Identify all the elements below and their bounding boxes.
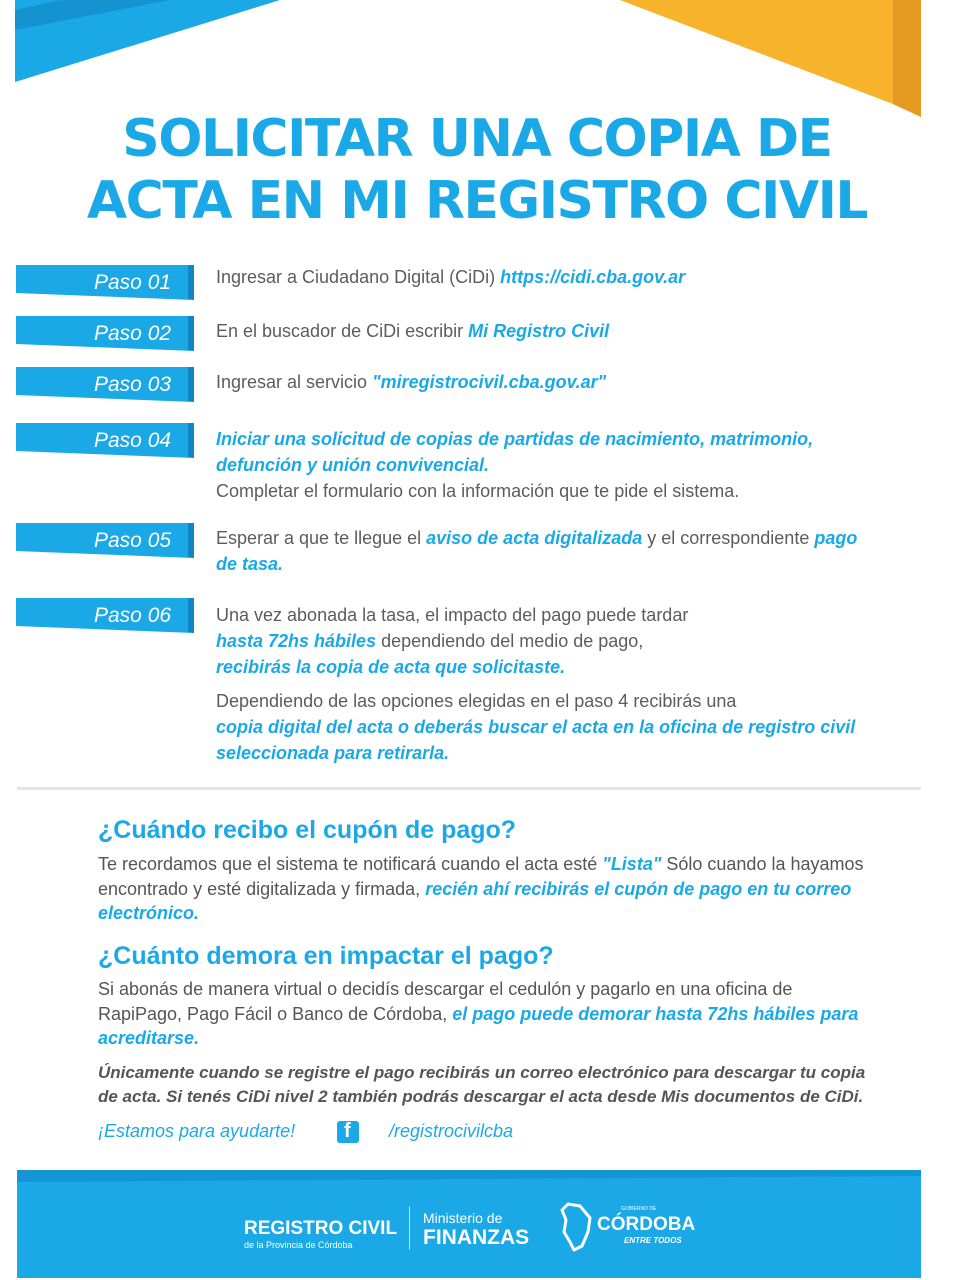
body-text: y el correspondiente	[642, 528, 815, 548]
faq-answer-payment	[98, 977, 878, 1051]
body-text: En el buscador de CiDi escribir	[216, 321, 469, 341]
faq-question-coupon: ¿Cuándo recibo el cupón de pago?	[98, 816, 517, 844]
faq-answer-coupon	[98, 852, 878, 926]
body-text: Te recordamos que el sistema te notificará cuando el acta esté	[98, 854, 603, 874]
body-text: Ingresar al servicio	[216, 372, 373, 392]
step-description	[216, 602, 876, 766]
faq-question-payment: ¿Cuánto demora en impactar el pago?	[98, 942, 554, 970]
step-label: Paso 01	[94, 271, 172, 294]
step-label: Paso 03	[94, 373, 172, 396]
title-line-2: ACTA EN MI REGISTRO CIVIL	[86, 171, 868, 231]
step-badge	[16, 265, 194, 300]
facebook-handle-link[interactable]: /registrocivilcba	[389, 1121, 514, 1141]
title-line-1: SOLICITAR UNA COPIA DE	[122, 109, 832, 169]
footer-finanzas-label: FINANZAS	[423, 1226, 530, 1249]
cordoba-map-icon	[560, 1202, 594, 1252]
payment-note: Únicamente cuando se registre el pago recibirás un correo electrónico para descargar tu copia de acta. Si tenés CiDi nivel 2 también podrás descargar el acta desde Mis documentos de CiDi.	[98, 1063, 866, 1106]
highlight-text: aviso de acta digitalizada	[426, 528, 643, 548]
section-divider	[17, 787, 921, 790]
footer-ministerio-label: Ministerio de	[423, 1210, 503, 1226]
step-description	[216, 369, 876, 395]
highlight-text: copia digital del acta o deberás buscar el acta en la oficina de registro civil seleccionada para retirarla.	[216, 717, 856, 763]
step-description	[216, 426, 876, 504]
step-label: Paso 06	[94, 604, 172, 627]
step-label: Paso 04	[94, 429, 172, 452]
highlight-text: pago de tasa.	[216, 528, 858, 574]
step-label: Paso 02	[94, 322, 172, 345]
highlight-text: Mi Registro Civil	[468, 321, 610, 341]
highlight-text: "Lista"	[602, 854, 662, 874]
step-badge	[16, 423, 194, 458]
footer-entre-todos: ENTRE TODOS	[624, 1236, 682, 1245]
footer-separator	[409, 1206, 410, 1250]
page-title	[0, 108, 954, 232]
body-text: Esperar a que te llegue el	[216, 528, 427, 548]
step-description	[216, 318, 876, 344]
footer-registro-title: REGISTRO CIVIL	[244, 1218, 398, 1239]
body-text: Una vez abonada la tasa, el impacto del pago puede tardar	[216, 605, 689, 625]
step-badge	[16, 316, 194, 351]
body-text: Dependiendo de las opciones elegidas en el paso 4 recibirás una	[216, 691, 737, 711]
step-description	[216, 264, 876, 290]
highlight-text: Iniciar una solicitud de copias de partidas de nacimiento, matrimonio, defunción y unión convivencial.	[216, 429, 814, 475]
footer-cordoba-logo: CÓRDOBA	[597, 1214, 696, 1235]
facebook-icon[interactable]: f	[337, 1121, 359, 1143]
step-description	[216, 525, 876, 577]
highlight-text: el pago puede demorar hasta 72hs hábiles para acreditarse.	[98, 1003, 859, 1048]
body-text: Si abonás de manera virtual o decidís descargar el cedulón y pagarlo en una oficina de RapiPago, Pago Fácil o Banco de Córdoba,	[98, 979, 793, 1024]
footer-registro-subtitle: de la Provincia de Córdoba	[244, 1240, 353, 1250]
step-badge	[16, 598, 194, 633]
highlight-text: hasta 72hs hábiles	[216, 631, 377, 651]
step-label: Paso 05	[94, 529, 172, 552]
footer-gobierno-small: GOBIERNO DE	[621, 1206, 657, 1212]
highlight-text: https://cidi.cba.gov.ar	[500, 267, 686, 287]
footer-stripe	[17, 1170, 921, 1182]
highlight-text: recién ahí recibirás el cupón de pago en tu correo electrónico.	[98, 878, 852, 923]
body-text: dependiendo del medio de pago,	[376, 631, 644, 651]
body-text: Completar el formulario con la información que te pide el sistema.	[216, 481, 740, 501]
highlight-text: "miregistrocivil.cba.gov.ar"	[372, 372, 607, 392]
body-text: Sólo cuando la hayamos encontrado y esté digitalizada y firmada,	[98, 854, 864, 899]
step-badge	[16, 367, 194, 402]
step-badge	[16, 523, 194, 558]
help-text: ¡Estamos para ayudarte!	[98, 1121, 296, 1141]
highlight-text: recibirás la copia de acta que solicitaste.	[216, 657, 566, 677]
body-text: Ingresar a Ciudadano Digital (CiDi)	[216, 267, 501, 287]
